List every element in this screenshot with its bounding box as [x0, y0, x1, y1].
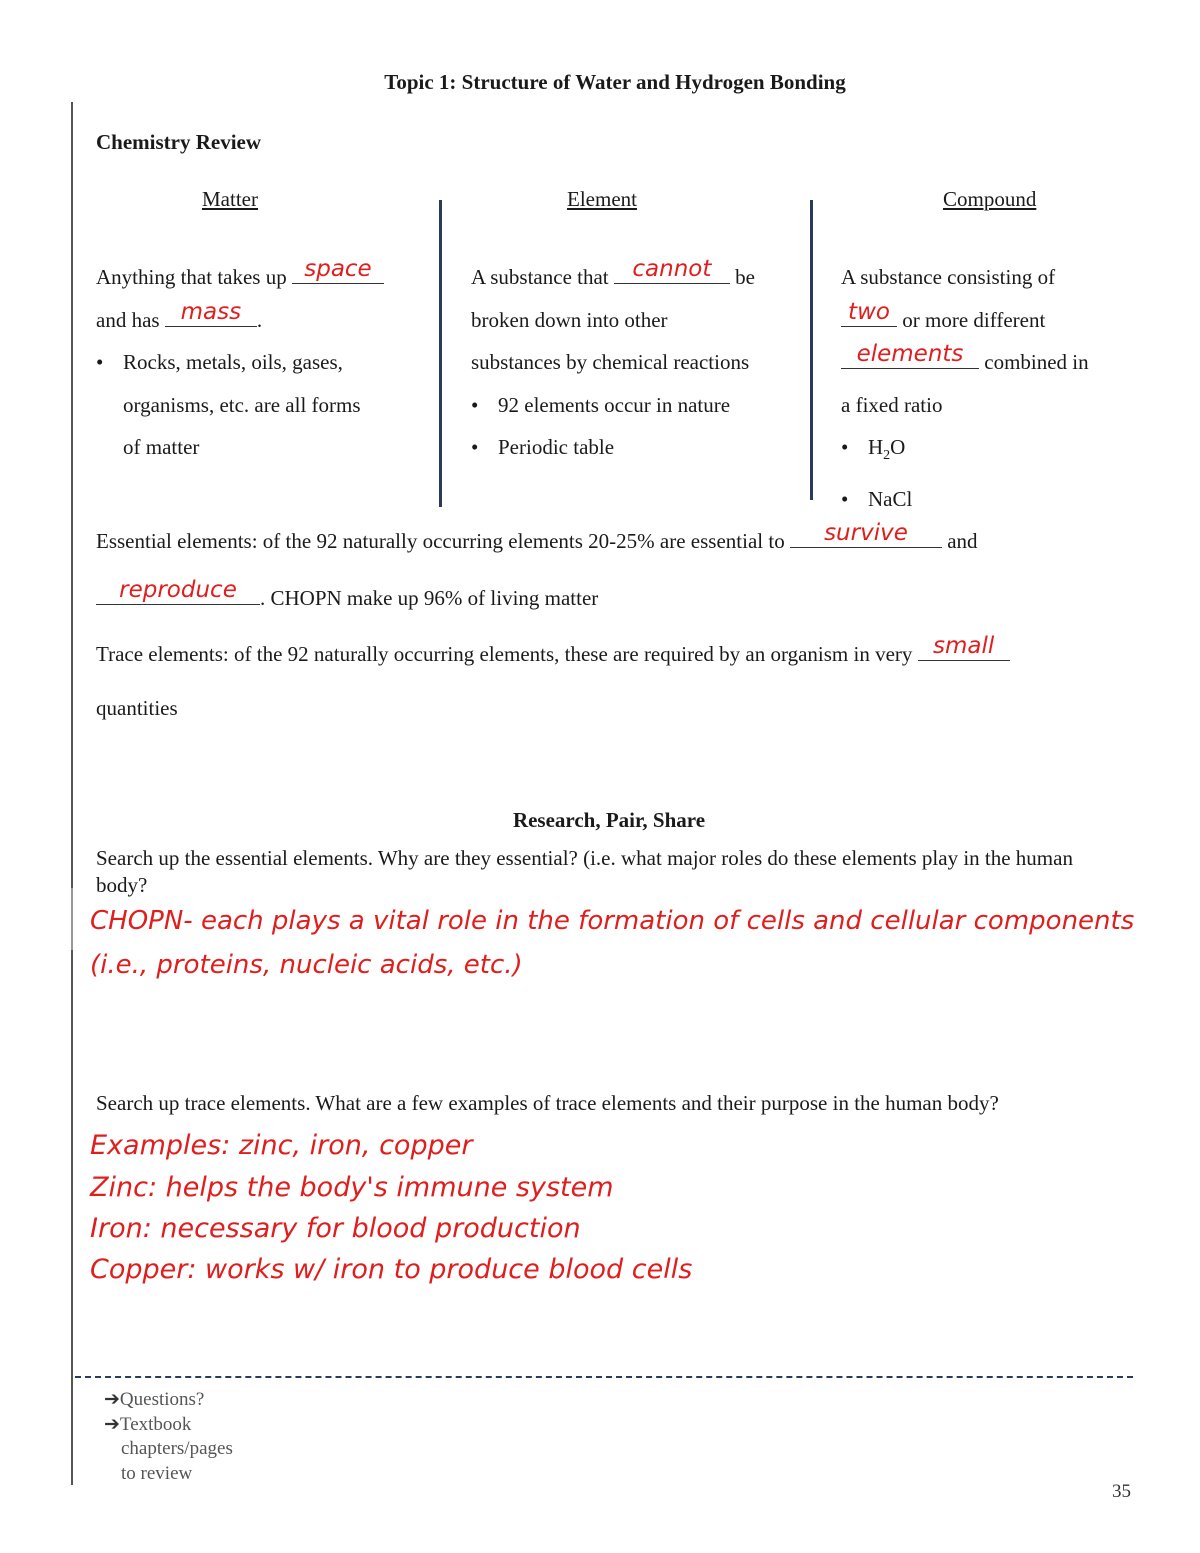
cue-item-questions: ➔Questions? [104, 1389, 205, 1410]
answer-blank-space [292, 256, 384, 284]
list-item: • 92 elements occur in nature [471, 384, 801, 427]
column-divider [810, 200, 813, 500]
section-heading: Chemistry Review [96, 130, 262, 154]
list-item: • NaCl [841, 478, 1141, 521]
element-definition-line1: A substance that cannot be [471, 256, 755, 289]
cue-item-textbook-line3: to review [121, 1462, 193, 1484]
answer-blank-elements [841, 341, 979, 369]
trace-elements-line1: Trace elements: of the 92 naturally occurring elements, these are required by an organism in very small [96, 638, 1010, 667]
compound-column [841, 187, 1141, 520]
compound-definition-line2: two or more different [841, 299, 1141, 342]
essential-elements-line1: Essential elements: of the 92 naturally occurring elements 20-25% are essential to survive and [96, 520, 978, 553]
arrow-right-icon: ➔ [104, 1413, 120, 1435]
compound-definition-line1: A substance consisting of [841, 265, 1056, 289]
dashed-divider [75, 1376, 1133, 1378]
cue-item-textbook: ➔Textbook [104, 1413, 192, 1435]
handwritten-answer-cannot: cannot [632, 256, 712, 282]
essential-elements-line2: reproduce . CHOPN make up 96% of living matter [96, 582, 598, 611]
page-number: 35 [1112, 1481, 1131, 1502]
element-bullets [471, 384, 801, 469]
element-definition-line2: broken down into other [471, 307, 668, 332]
column-divider [439, 200, 442, 507]
matter-definition-line2: and has mass . [96, 298, 263, 332]
handwritten-answer-two: two [848, 298, 890, 325]
research-question-2: Search up trace elements. What are a few examples of trace elements and their purpose in the human body? [96, 1091, 999, 1115]
handwritten-answer-1-line2: (i.e., proteins, nucleic acids, etc.) [90, 950, 523, 980]
cue-item-textbook-line2: chapters/pages [121, 1438, 233, 1459]
handwritten-answer-reproduce: reproduce [119, 577, 237, 603]
handwritten-answer-2-line2: Zinc: helps the body's immune system [90, 1172, 614, 1203]
handwritten-answer-2-line1: Examples: zinc, iron, copper [90, 1130, 473, 1161]
matter-bullets [96, 341, 426, 469]
matter-definition-line1: Anything that takes up space [96, 256, 426, 299]
answer-blank-mass [165, 298, 257, 327]
left-margin-line [71, 102, 73, 1485]
page-title: Topic 1: Structure of Water and Hydrogen Bonding [384, 70, 846, 94]
handwritten-answer-mass: mass [180, 298, 242, 325]
margin-marker [71, 888, 73, 950]
element-column [471, 187, 801, 469]
answer-blank-two [841, 298, 897, 327]
element-heading: Element [567, 187, 637, 211]
cue-list [104, 1388, 233, 1486]
compound-definition-line3: elements combined in [841, 341, 1141, 384]
handwritten-answer-2-line3: Iron: necessary for blood production [90, 1213, 581, 1244]
answer-blank-cannot [614, 256, 730, 284]
handwritten-answer-2-line4: Copper: works w/ iron to produce blood cells [90, 1254, 693, 1285]
matter-column [96, 187, 426, 469]
answer-blank-survive [790, 520, 942, 548]
handwritten-answer-survive: survive [824, 520, 908, 546]
research-question-1: Search up the essential elements. Why are they essential? (i.e. what major roles do these elements play in the human body? [96, 846, 1073, 897]
answer-blank-small [918, 633, 1010, 661]
matter-heading: Matter [202, 187, 258, 211]
answer-blank-reproduce [96, 577, 260, 605]
list-item: • Periodic table [471, 426, 801, 469]
trace-elements-line2: quantities [96, 696, 178, 720]
compound-bullets [841, 426, 1141, 520]
handwritten-answer-1-line1: CHOPN- each plays a vital role in the formation of cells and cellular components [90, 906, 1135, 936]
handwritten-answer-elements: elements [856, 341, 964, 367]
compound-definition-line4: a fixed ratio [841, 392, 943, 417]
arrow-right-icon: ➔ [104, 1389, 120, 1410]
list-item: • $H_2O$ [841, 426, 1141, 478]
list-item: • Rocks, metals, oils, gases, organisms, etc. are all forms of matter [96, 341, 426, 469]
handwritten-answer-space: space [304, 256, 372, 282]
handwritten-answer-small: small [933, 633, 995, 659]
element-definition-line3: substances by chemical reactions [471, 350, 750, 374]
research-heading: Research, Pair, Share [512, 808, 706, 832]
compound-heading: Compound [943, 187, 1037, 211]
